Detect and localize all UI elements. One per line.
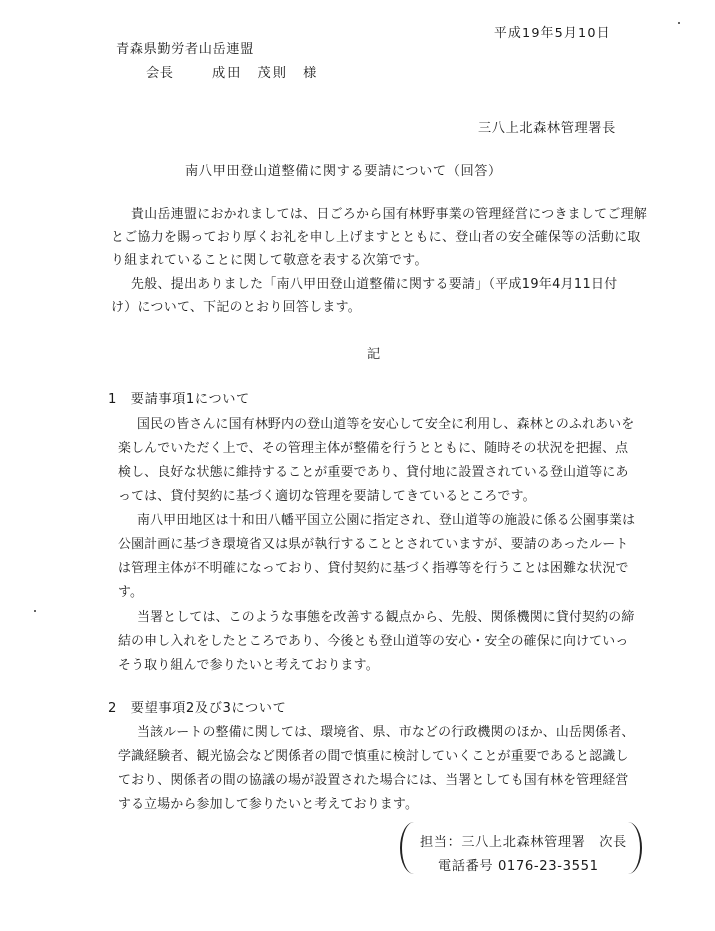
section1-line: 公園計画に基づき環境省又は県が執行することとされていますが、要請のあったルート	[118, 537, 629, 552]
section2-line: 学識経験者、観光協会など関係者の間で慎重に検討していくことが重要であると認識し	[118, 749, 629, 764]
section1-line: そう取り組んで参りたいと考えております。	[118, 658, 379, 673]
contact-phone: 電話番号 0176-23-3551	[438, 859, 599, 874]
sender-name: 三八上北森林管理署長	[478, 121, 616, 136]
intro-line: け）について、下記のとおり回答します。	[111, 300, 362, 315]
section1-line: 南八甲田地区は十和田八幡平国立公園に指定され、登山道等の施設に係る公園事業は	[137, 513, 636, 528]
recipient-title: 会長	[146, 66, 174, 81]
contact-person: 担当：三八上北森林管理署 次長	[420, 835, 627, 850]
intro-line: 貴山岳連盟におかれましては、日ごろから国有林野事業の管理経営につきましてご理解	[131, 207, 648, 222]
section1-line: っては、貸付契約に基づく適切な管理を要請してきているところです。	[118, 489, 536, 504]
intro-line: とご協力を賜っており厚くお礼を申し上げますとともに、登山者の安全確保等の活動に取	[111, 230, 641, 245]
intro-line: り組まれていることに関して敬意を表する次第です。	[111, 253, 428, 268]
section1-line: 当署としては、このような事態を改善する観点から、先般、関係機関に貸付契約の締	[137, 610, 635, 625]
section1-line: す。	[118, 585, 144, 600]
recipient-name: 成田 茂則 様	[212, 66, 319, 81]
section2-heading: 2 要望事項2及び3について	[108, 701, 287, 716]
section1-line: 検し、良好な状態に維持することが重要であり、貸付地に設置されている登山道等にあ	[118, 465, 629, 480]
scan-speck	[678, 22, 680, 24]
section1-line: 国民の皆さんに国有林野内の登山道等を安心して安全に利用し、森林とのふれあいを	[137, 417, 635, 432]
section1-heading: 1 要請事項1について	[108, 392, 250, 407]
section1-line: 結の申し入れをしたところであり、今後とも登山道等の安心・安全の確保に向けていっ	[118, 634, 629, 649]
ki-marker: 記	[367, 347, 381, 362]
section1-line: 楽しんでいただく上で、その管理主体が整備を行うとともに、随時その状況を把握、点	[118, 441, 629, 456]
section2-line: する立場から参加して参りたいと考えております。	[118, 797, 419, 812]
section2-line: ており、関係者の間の協議の場が設置された場合には、当署としても国有林を管理経営	[118, 773, 629, 788]
recipient-organization: 青森県勤労者山岳連盟	[116, 42, 254, 57]
document-date: 平成19年5月10日	[494, 26, 611, 41]
scan-speck	[34, 610, 36, 612]
intro-line: 先般、提出ありました「南八甲田登山道整備に関する要請」（平成19年4月11日付	[131, 277, 618, 292]
section1-line: は管理主体が不明確になっており、貸付契約に基づく指導等を行うことは困難な状況で	[118, 561, 629, 576]
document-subject: 南八甲田登山道整備に関する要請について（回答）	[185, 164, 502, 179]
section2-line: 当該ルートの整備に関しては、環境省、県、市などの行政機関のほか、山岳関係者、	[137, 725, 635, 740]
